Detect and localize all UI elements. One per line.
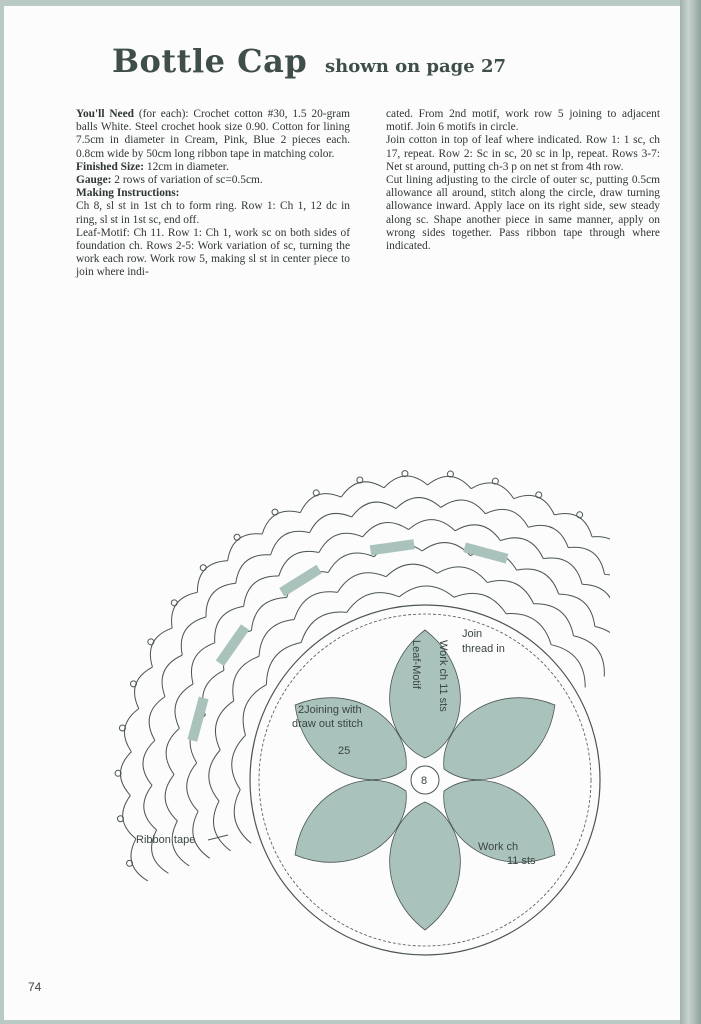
ribbon-tape-segment xyxy=(279,565,322,597)
net-loop xyxy=(191,643,214,684)
net-loop xyxy=(165,775,177,821)
net-loop xyxy=(236,555,271,584)
net-loop xyxy=(243,685,266,736)
net-loop xyxy=(187,763,198,811)
net-loop xyxy=(144,785,157,830)
ribbon-pointer xyxy=(208,835,228,840)
page-subtitle: shown on page 27 xyxy=(325,56,507,77)
net-loop xyxy=(215,701,233,750)
center-ring-label: 8 xyxy=(421,775,428,787)
needs-paragraph xyxy=(76,108,350,161)
net-loop xyxy=(514,495,555,514)
net-loop xyxy=(120,752,131,796)
net-loop xyxy=(352,502,396,517)
leaf-motif-label: Leaf-Motif xyxy=(410,640,422,689)
ribbon-tape-segment xyxy=(216,624,249,666)
picot xyxy=(148,639,154,645)
ribbon-tape-segment xyxy=(187,697,208,742)
net-loop xyxy=(605,574,610,606)
net-loop xyxy=(341,482,384,497)
work-ch-vertical-label: Work ch 11 sts xyxy=(437,640,449,712)
picot xyxy=(272,509,278,515)
net-loop xyxy=(528,525,568,547)
joining-label-line2: draw out stitch xyxy=(292,718,363,730)
needs-text: (for each): Crochet cotton #30, 1.5 20-gram balls White. Steel crochet hook size 0.90. Cotton for lining 7.5cm in diameter in Cream, Pink, Blue 2 pieces each. 0.8cm wide by 50cm long ribbon tape in matching color. xyxy=(76,108,350,160)
net-loop xyxy=(150,628,172,667)
net-loop xyxy=(592,537,610,565)
net-loop xyxy=(559,594,595,626)
net-loop xyxy=(162,655,182,697)
net-loop xyxy=(338,573,387,593)
joining-label-line1: 2Joining with xyxy=(298,704,362,716)
net-loop xyxy=(228,534,263,561)
net-loop xyxy=(396,498,441,509)
net-loop xyxy=(551,645,585,688)
net-loop xyxy=(471,483,514,499)
net-loop xyxy=(399,586,454,597)
join-label: Join xyxy=(462,628,483,640)
page-number: 74 xyxy=(28,980,42,994)
net-loop xyxy=(259,620,294,657)
net-loop xyxy=(206,583,236,617)
net-loop xyxy=(517,569,559,594)
net-loop xyxy=(428,476,472,488)
net-loop xyxy=(363,522,409,536)
picot xyxy=(234,534,240,540)
net-loop xyxy=(244,576,279,606)
net-loop xyxy=(454,593,506,613)
net-loop xyxy=(543,558,582,584)
net-loop xyxy=(294,592,337,620)
net-loop xyxy=(193,811,210,858)
ribbon-tape-label: Ribbon tape xyxy=(136,834,196,846)
net-loop xyxy=(310,513,352,532)
gauge-label: Gauge: xyxy=(76,174,112,187)
net-loop xyxy=(441,500,486,514)
net-loop xyxy=(386,564,437,577)
making-heading: Making Instructions: xyxy=(76,187,180,200)
net-loop xyxy=(135,667,153,709)
ribbon-tape-segment xyxy=(463,542,508,563)
net-loop xyxy=(175,684,193,728)
net-loop xyxy=(232,735,246,789)
net-loop xyxy=(143,740,155,785)
picot xyxy=(577,512,583,518)
net-loop xyxy=(347,593,399,613)
net-loop xyxy=(582,584,610,616)
net-loop xyxy=(300,494,341,513)
making-paragraph-1: Ch 8, sl st in 1st ch to form ring. Row 1: Ch 1, 12 dc in ring, sl st in 1st sc, end off. xyxy=(76,200,350,226)
col2-paragraph-2: Join cotton in top of leaf where indicated. Row 1: 1 sc, ch 17, repeat. Row 2: Sc in sc, 20 sc in lp, repeat. Rows 3-7: Net st around, putting ch-3 p on net st from 4th row. xyxy=(386,134,660,173)
thread-in-label: thread in xyxy=(462,643,505,655)
net-loop xyxy=(123,795,136,838)
net-loop xyxy=(213,801,230,851)
picot xyxy=(200,565,206,571)
net-loop xyxy=(455,525,500,541)
net-loop xyxy=(437,567,487,583)
net-loop xyxy=(262,511,300,534)
size-text: 12cm in diameter. xyxy=(144,160,229,173)
book-spine-edge xyxy=(680,0,701,1024)
needs-label: You'll Need xyxy=(76,108,134,120)
work-ch-label-line1: Work ch xyxy=(478,841,519,853)
work-ch-label-line2: 11 sts xyxy=(507,855,536,867)
net-loop xyxy=(319,533,363,552)
net-loop xyxy=(124,709,138,752)
col2-paragraph-3: Cut lining adjusting to the circle of outer sc, putting 0.5cm allowance all around, stitch along the circle, draw turning allowance inward. Apply lace on its right side, sew steady along sc. Shape another piece in same manner, apply on wrong sides together. Pass ribbon tape through where indicated. xyxy=(386,174,660,253)
net-loop xyxy=(568,547,604,574)
crochet-diagram xyxy=(110,440,610,960)
net-loop xyxy=(209,750,220,801)
size-label: Finished Size: xyxy=(76,160,145,173)
net-loop xyxy=(422,543,470,556)
making-paragraph-2: Leaf-Motif: Ch 11. Row 1: Ch 1, work sc on both sides of foundation ch. Rows 2-5: Work variation of sc, turning the work each row. Work row 5, making sl st in center piece to join where indi- xyxy=(76,226,350,279)
col2-paragraph-1: cated. From 2nd motif, work row 5 joining to adjacent motif. Join 6 motifs in circle. xyxy=(386,108,660,134)
net-loop xyxy=(149,697,165,741)
instructions-column-2 xyxy=(386,108,660,253)
stitch-count-25: 25 xyxy=(338,745,351,757)
gauge-text: 2 rows of variation of sc=0.5cm. xyxy=(111,174,263,187)
net-loop xyxy=(233,656,259,700)
net-loop xyxy=(251,597,286,630)
net-loop xyxy=(384,476,428,488)
net-loop xyxy=(534,604,574,636)
net-loop xyxy=(166,728,179,774)
net-loop xyxy=(266,643,301,685)
net-loop xyxy=(409,520,455,531)
instructions-column-1 xyxy=(76,108,350,280)
ribbon-tape-segment xyxy=(370,539,415,555)
net-loop xyxy=(328,553,374,572)
size-paragraph xyxy=(76,161,350,174)
picot xyxy=(171,600,177,606)
net-loop xyxy=(234,790,251,844)
net-loop xyxy=(485,509,528,527)
net-loop xyxy=(573,636,604,677)
page-title: Bottle Cap xyxy=(112,42,308,80)
gauge-paragraph xyxy=(76,174,350,187)
